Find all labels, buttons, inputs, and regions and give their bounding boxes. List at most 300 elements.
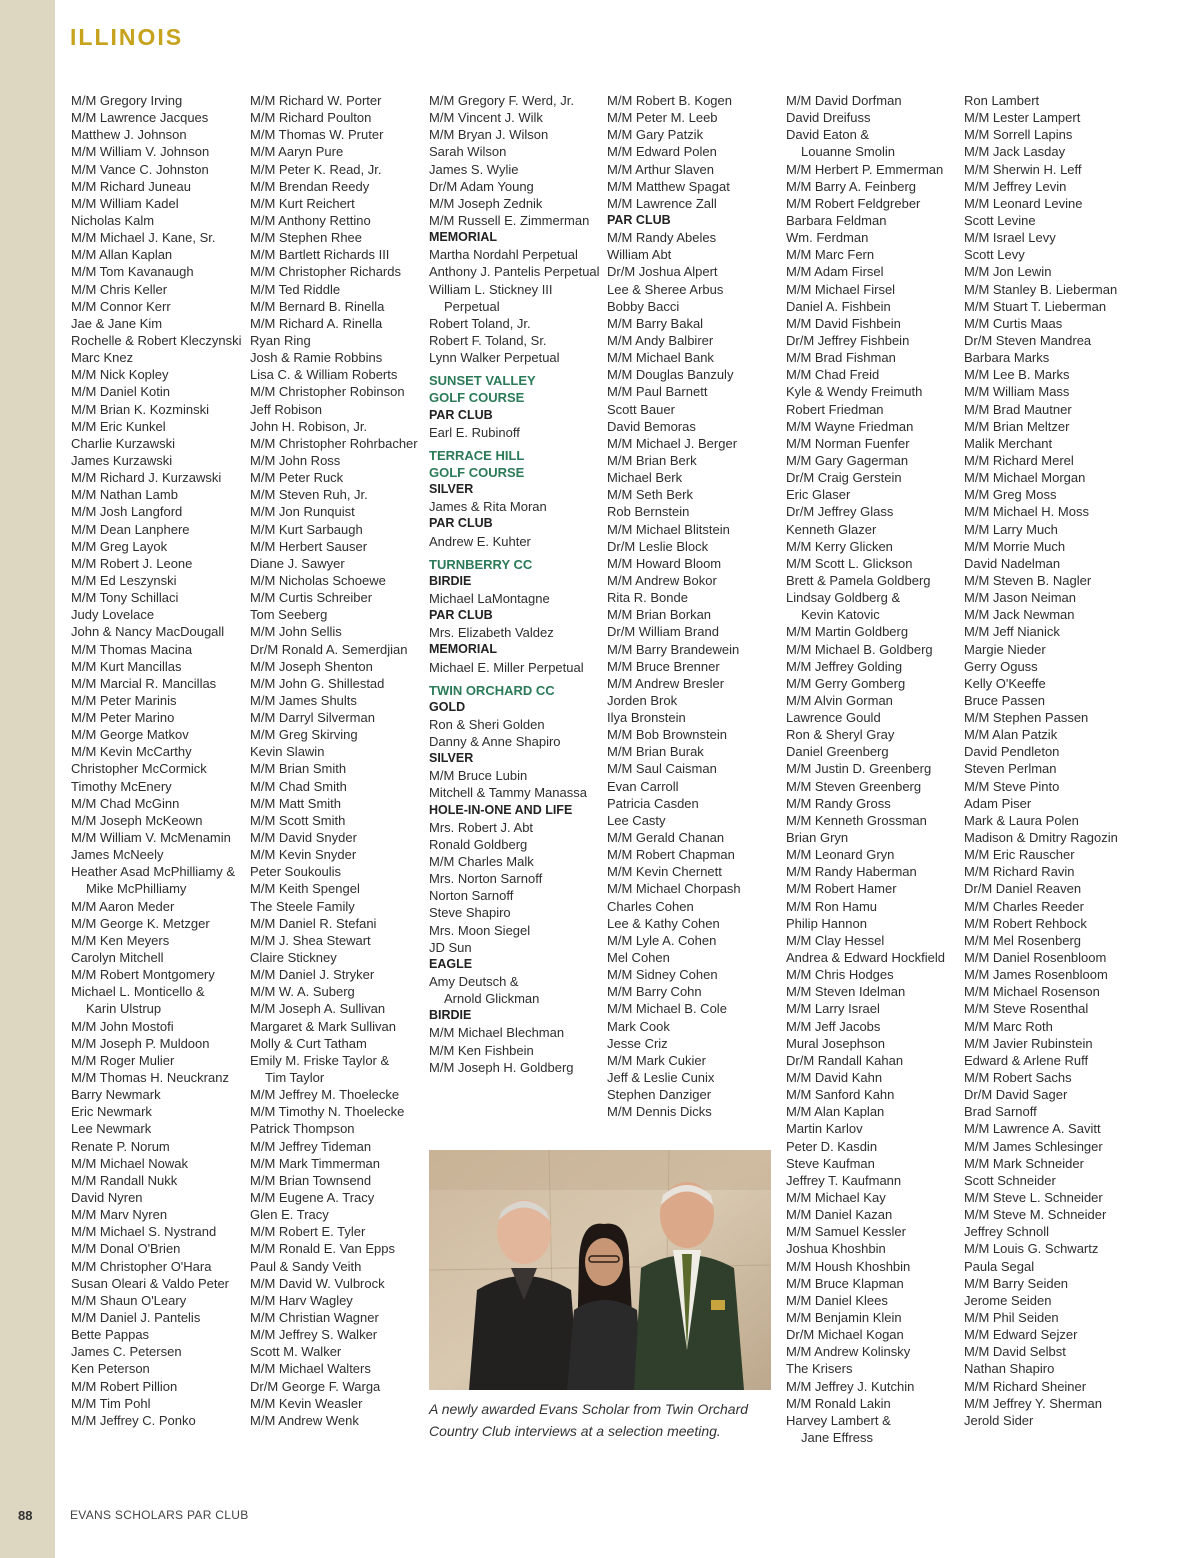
- donor-column-3: [429, 92, 605, 1076]
- donor-name: M/M Ken Fishbein: [429, 1042, 534, 1058]
- donor-name: M/M Peter Marinis: [71, 692, 177, 708]
- donor-name: M/M Nathan Lamb: [71, 487, 178, 503]
- donor-name: M/M Scott Smith: [250, 812, 346, 828]
- donor-name: M/M Randy Abeles: [607, 230, 717, 246]
- donor-name: M/M Saul Caisman: [607, 761, 717, 777]
- donor-name: M/M Greg Moss: [964, 487, 1057, 503]
- donor-name: M/M Benjamin Klein: [786, 1309, 902, 1325]
- donor-name: M/M Jack Newman: [964, 607, 1075, 623]
- donor-name: M/M Donal O'Brien: [71, 1241, 181, 1257]
- donor-name: Nathan Shapiro: [964, 1361, 1055, 1377]
- tier-heading: SILVER: [429, 751, 474, 766]
- donor-name: M/M Matt Smith: [250, 795, 342, 811]
- donor-name: M/M Robert Montgomery: [71, 967, 215, 983]
- donor-name: M/M Lawrence Zall: [607, 195, 717, 211]
- tier-heading: PAR CLUB: [429, 516, 493, 531]
- donor-name: Heather Asad McPhilliamy &: [71, 864, 236, 880]
- donor-name: Michael E. Miller Perpetual: [429, 659, 584, 675]
- donor-column-1: [71, 92, 247, 1429]
- donor-name: William L. Stickney III: [429, 281, 553, 297]
- donor-name: M/M Ron Hamu: [786, 898, 878, 914]
- donor-name: Jerold Sider: [964, 1412, 1034, 1428]
- donor-name: Robert Friedman: [786, 401, 884, 417]
- donor-name: M/M Harv Wagley: [250, 1292, 353, 1308]
- donor-name: Kevin Katovic: [801, 607, 880, 623]
- donor-name: M/M Scott L. Glickson: [786, 555, 913, 571]
- donor-name: Ron Lambert: [964, 93, 1040, 108]
- donor-name: M/M Bruce Brenner: [607, 658, 720, 674]
- donor-name: Mel Cohen: [607, 950, 670, 966]
- donor-name: M/M George Matkov: [71, 727, 189, 743]
- donor-name: Dr/M Randall Kahan: [786, 1052, 904, 1068]
- donor-name: Susan Oleari & Valdo Peter: [71, 1275, 230, 1291]
- donor-name: M/M Curtis Schreiber: [250, 590, 373, 606]
- donor-name: Lynn Walker Perpetual: [429, 350, 560, 366]
- donor-name: M/M Chris Keller: [71, 281, 168, 297]
- donor-name: Matthew J. Johnson: [71, 127, 187, 143]
- donor-name: M/M Daniel Klees: [786, 1292, 888, 1308]
- donor-name: M/M Clay Hessel: [786, 932, 885, 948]
- donor-name: M/M Kurt Sarbaugh: [250, 521, 363, 537]
- donor-name: M/M Peter M. Leeb: [607, 110, 718, 126]
- donor-name: M/M Samuel Kessler: [786, 1224, 906, 1240]
- donor-name: Michael Berk: [607, 470, 683, 486]
- donor-name: Dr/M Jeffrey Fishbein: [786, 332, 910, 348]
- tier-heading: GOLD: [429, 699, 466, 714]
- donor-name: M/M Steven Ruh, Jr.: [250, 487, 368, 503]
- donor-name: M/M Jon Lewin: [964, 264, 1052, 280]
- donor-name: Scott Levine: [964, 212, 1036, 228]
- donor-name: Mrs. Moon Siegel: [429, 922, 531, 938]
- donor-name: M/M Kevin Weasler: [250, 1395, 363, 1411]
- donor-name: M/M Robert Pillion: [71, 1378, 178, 1394]
- donor-name: M/M David Snyder: [250, 830, 357, 846]
- donor-name: Kevin Slawin: [250, 744, 325, 760]
- scholar-group-photo: [429, 1150, 771, 1390]
- donor-name: David Pendleton: [964, 744, 1060, 760]
- donor-column-4: [607, 92, 783, 1120]
- donor-name: Mrs. Norton Sarnoff: [429, 871, 543, 887]
- donor-name: Lee & Kathy Cohen: [607, 915, 720, 931]
- tier-heading: PAR CLUB: [429, 608, 493, 623]
- donor-name: M/M Michael H. Moss: [964, 504, 1089, 520]
- donor-name: M/M Brad Mautner: [964, 401, 1072, 417]
- donor-name: Philip Hannon: [786, 915, 867, 931]
- donor-name: James S. Wylie: [429, 161, 519, 177]
- donor-name: M/M Thomas Macina: [71, 641, 193, 657]
- donor-name: M/M Gary Gagerman: [786, 452, 909, 468]
- donor-name: Michael L. Monticello &: [71, 984, 205, 1000]
- donor-name: Bette Pappas: [71, 1327, 150, 1343]
- donor-name: Ronald Goldberg: [429, 836, 528, 852]
- donor-name: M/M Allan Kaplan: [71, 247, 173, 263]
- donor-name: M/M Michael Nowak: [71, 1155, 189, 1171]
- donor-name: M/M Michael J. Berger: [607, 435, 738, 451]
- donor-column-5: [786, 92, 962, 1446]
- donor-name: Josh & Ramie Robbins: [250, 350, 383, 366]
- donor-name: Scott M. Walker: [250, 1344, 342, 1360]
- donor-name: Stephen Danziger: [607, 1087, 712, 1103]
- donor-name: M/M Daniel J. Pantelis: [71, 1309, 201, 1325]
- donor-name: M/M Richard Juneau: [71, 178, 191, 194]
- donor-name: M/M Brendan Reedy: [250, 178, 370, 194]
- donor-name: M/M Douglas Banzuly: [607, 367, 734, 383]
- donor-name: M/M John Sellis: [250, 624, 342, 640]
- photo-illustration: [429, 1150, 771, 1390]
- donor-name: Nicholas Kalm: [71, 212, 155, 228]
- donor-name: M/M James Rosenbloom: [964, 967, 1108, 983]
- donor-name: Scott Levy: [964, 247, 1025, 263]
- donor-name: Dr/M Daniel Reaven: [964, 881, 1082, 897]
- donor-name: Ryan Ring: [250, 332, 311, 348]
- tier-heading: MEMORIAL: [429, 230, 498, 245]
- donor-name: M/M Stephen Rhee: [250, 230, 363, 246]
- donor-name: M/M Steve Rosenthal: [964, 1001, 1089, 1017]
- donor-name: M/M Christopher Robinson: [250, 384, 405, 400]
- photo-caption: A newly awarded Evans Scholar from Twin Orchard Country Club interviews at a selection meeting.: [429, 1401, 749, 1439]
- donor-name: M/M Steve L. Schneider: [964, 1190, 1103, 1205]
- donor-name: M/M Jeff Nianick: [964, 624, 1060, 640]
- donor-name: M/M Josh Langford: [71, 504, 183, 520]
- donor-name: Barbara Marks: [964, 350, 1050, 366]
- donor-name: Brett & Pamela Goldberg: [786, 572, 931, 588]
- donor-name: Steve Kaufman: [786, 1155, 875, 1171]
- donor-name: M/M Peter Ruck: [250, 470, 344, 486]
- donor-name: M/M Steve Pinto: [964, 778, 1060, 794]
- donor-name: M/M Housh Khoshbin: [786, 1258, 911, 1274]
- donor-name: M/M Jon Runquist: [250, 504, 355, 520]
- donor-name: M/M Ronald Lakin: [786, 1395, 891, 1411]
- donor-name: M/M Keith Spengel: [250, 881, 360, 897]
- donor-name: M/M Ronald E. Van Epps: [250, 1241, 395, 1257]
- donor-name: Dr/M Michael Kogan: [786, 1327, 904, 1343]
- donor-name: M/M Marc Fern: [786, 247, 875, 263]
- donor-name: James & Rita Moran: [429, 499, 547, 515]
- donor-name: M/M Gregory F. Werd, Jr.: [429, 93, 574, 108]
- donor-name: M/M Lawrence A. Savitt: [964, 1121, 1101, 1137]
- donor-name: M/M Jeffrey Tideman: [250, 1138, 372, 1154]
- donor-name: M/M Kerry Glicken: [786, 538, 893, 554]
- donor-name: M/M Brian Berk: [607, 452, 697, 468]
- donor-name: M/M Kenneth Grossman: [786, 812, 927, 828]
- donor-name: M/M Tom Kavanaugh: [71, 264, 194, 280]
- donor-name: M/M Bruce Lubin: [429, 768, 528, 784]
- donor-name: M/M Greg Skirving: [250, 727, 358, 743]
- donor-name: Martin Karlov: [786, 1121, 863, 1137]
- donor-name: Jorden Brok: [607, 692, 678, 708]
- donor-name: Adam Piser: [964, 795, 1032, 811]
- donor-name: M/M Andrew Kolinsky: [786, 1344, 911, 1360]
- donor-name: Dr/M Adam Young: [429, 178, 534, 194]
- donor-name: Jane Effress: [801, 1429, 874, 1445]
- page-edge-strip: [0, 0, 55, 1558]
- donor-name: Lee & Sheree Arbus: [607, 281, 724, 297]
- page-number: 88: [18, 1508, 33, 1523]
- donor-name: M/M Michael Firsel: [786, 281, 896, 297]
- club-heading: TWIN ORCHARD CC: [429, 682, 555, 698]
- donor-name: Earl E. Rubinoff: [429, 424, 520, 440]
- donor-name: David Eaton &: [786, 127, 870, 143]
- donor-name: M/M Bryan J. Wilson: [429, 127, 549, 143]
- donor-name: Mike McPhilliamy: [86, 881, 187, 897]
- donor-name: Molly & Curt Tatham: [250, 1035, 367, 1051]
- donor-name: Steven Perlman: [964, 761, 1057, 777]
- donor-name: Barry Newmark: [71, 1087, 161, 1103]
- donor-name: Amy Deutsch &: [429, 974, 519, 990]
- donor-name: James McNeely: [71, 847, 164, 863]
- donor-name: The Krisers: [786, 1361, 853, 1377]
- donor-name: M/M Robert Feldgreber: [786, 195, 921, 211]
- donor-name: M/M Peter Marino: [71, 710, 175, 726]
- donor-name: M/M Wayne Friedman: [786, 418, 914, 434]
- donor-name: Ken Peterson: [71, 1361, 150, 1377]
- donor-name: M/M Thomas W. Pruter: [250, 127, 384, 143]
- donor-name: M/M Bob Brownstein: [607, 727, 727, 743]
- donor-name: Daniel Greenberg: [786, 744, 889, 760]
- donor-name: M/M Lawrence Jacques: [71, 110, 209, 126]
- donor-name: M/M Gregory Irving: [71, 93, 183, 108]
- donor-name: Bruce Passen: [964, 692, 1045, 708]
- donor-name: Rita R. Bonde: [607, 590, 688, 606]
- donor-name: Dr/M David Sager: [964, 1087, 1068, 1103]
- donor-name: Dr/M Steven Mandrea: [964, 332, 1092, 348]
- donor-name: M/M Jeffrey C. Ponko: [71, 1412, 196, 1428]
- tier-heading: HOLE-IN-ONE AND LIFE: [429, 802, 573, 817]
- donor-name: M/M Daniel Rosenbloom: [964, 950, 1107, 966]
- club-heading: TURNBERRY CC: [429, 556, 533, 572]
- donor-name: Martha Nordahl Perpetual: [429, 247, 578, 263]
- donor-name: Anthony J. Pantelis Perpetual: [429, 264, 600, 280]
- donor-name: M/M Charles Malk: [429, 854, 534, 870]
- donor-name: M/M Sherwin H. Leff: [964, 161, 1082, 177]
- donor-name: M/M Richard Poulton: [250, 110, 372, 126]
- donor-name: Claire Stickney: [250, 950, 337, 966]
- donor-name: M/M Joseph Zednik: [429, 195, 543, 211]
- donor-name: Margie Nieder: [964, 641, 1046, 657]
- donor-name: M/M Gerry Gomberg: [786, 675, 906, 691]
- donor-name: Eric Newmark: [71, 1104, 152, 1120]
- donor-name: M/M Daniel R. Stefani: [250, 915, 377, 931]
- donor-name: Lisa C. & William Roberts: [250, 367, 398, 383]
- donor-name: Tim Taylor: [265, 1070, 325, 1086]
- donor-name: Jeffrey Schnoll: [964, 1224, 1050, 1240]
- donor-name: M/M Edward Sejzer: [964, 1327, 1078, 1343]
- donor-name: Madison & Dmitry Ragozin: [964, 830, 1118, 846]
- donor-name: M/M Israel Levy: [964, 230, 1056, 246]
- donor-name: M/M Timothy N. Thoelecke: [250, 1104, 405, 1120]
- donor-name: M/M Richard Ravin: [964, 864, 1075, 880]
- donor-name: M/M Kevin Snyder: [250, 847, 357, 863]
- club-heading: GOLF COURSE: [429, 390, 525, 406]
- donor-name: M/M Sidney Cohen: [607, 967, 718, 983]
- donor-name: John & Nancy MacDougall: [71, 624, 225, 640]
- donor-name: M/M Michael B. Goldberg: [786, 641, 933, 657]
- donor-column-2: [250, 92, 426, 1429]
- donor-name: M/M Herbert Sauser: [250, 538, 368, 554]
- donor-name: M/M Phil Seiden: [964, 1309, 1059, 1325]
- donor-name: Rob Bernstein: [607, 504, 690, 520]
- donor-name: Kyle & Wendy Freimuth: [786, 384, 923, 400]
- donor-name: Marc Knez: [71, 350, 134, 366]
- tier-heading: BIRDIE: [429, 1008, 472, 1023]
- donor-name: Barbara Feldman: [786, 212, 887, 228]
- donor-name: M/M Jeffrey Y. Sherman: [964, 1395, 1103, 1411]
- donor-name: M/M Peter K. Read, Jr.: [250, 161, 382, 177]
- donor-name: M/M Joseph P. Muldoon: [71, 1035, 210, 1051]
- donor-name: Harvey Lambert &: [786, 1412, 891, 1428]
- state-title: ILLINOIS: [70, 24, 184, 50]
- donor-name: Perpetual: [444, 298, 500, 314]
- donor-name: M/M Mark Timmerman: [250, 1155, 380, 1171]
- donor-name: Jesse Criz: [607, 1035, 668, 1051]
- donor-name: M/M Curtis Maas: [964, 315, 1063, 331]
- donor-name: M/M William V. Johnson: [71, 144, 210, 160]
- donor-name: M/M Barry Bakal: [607, 315, 704, 331]
- donor-name: David Bemoras: [607, 418, 696, 434]
- donor-name: M/M Edward Polen: [607, 144, 717, 160]
- donor-name: M/M George K. Metzger: [71, 915, 210, 931]
- donor-name: Timothy McEnery: [71, 778, 172, 794]
- donor-name: M/M Arthur Slaven: [607, 161, 714, 177]
- donor-name: Jeff Robison: [250, 401, 323, 417]
- donor-name: M/M Ken Meyers: [71, 932, 170, 948]
- donor-name: Scott Schneider: [964, 1172, 1056, 1188]
- donor-name: M/M Matthew Spagat: [607, 178, 730, 194]
- donor-name: M/M Joseph McKeown: [71, 812, 203, 828]
- donor-name: M/M Charles Reeder: [964, 898, 1084, 914]
- donor-name: Dr/M Ronald A. Semerdjian: [250, 641, 408, 657]
- donor-name: Dr/M Craig Gerstein: [786, 470, 902, 486]
- donor-name: M/M Eugene A. Tracy: [250, 1190, 375, 1205]
- donor-name: Lawrence Gould: [786, 710, 881, 726]
- donor-name: David Nadelman: [964, 555, 1061, 571]
- donor-name: Robert Toland, Jr.: [429, 315, 531, 331]
- donor-name: M/M Randy Haberman: [786, 864, 917, 880]
- donor-name: Dr/M George F. Warga: [250, 1378, 381, 1394]
- donor-name: Norton Sarnoff: [429, 888, 514, 904]
- donor-name: M/M Robert Sachs: [964, 1070, 1072, 1086]
- donor-name: M/M Roger Mulier: [71, 1052, 175, 1068]
- donor-name: M/M Chad McGinn: [71, 795, 180, 811]
- donor-name: M/M Eric Rauscher: [964, 847, 1075, 863]
- donor-name: M/M Chad Freid: [786, 367, 880, 383]
- donor-name: M/M Brian K. Kozminski: [71, 401, 209, 417]
- donor-name: M/M Bartlett Richards III: [250, 247, 390, 263]
- donor-name: M/M Robert B. Kogen: [607, 93, 732, 108]
- publication-footer: EVANS SCHOLARS PAR CLUB: [70, 1508, 249, 1522]
- donor-name: Ron & Sheri Golden: [429, 716, 545, 732]
- donor-name: Tom Seeberg: [250, 607, 328, 623]
- donor-name: Jae & Jane Kim: [71, 315, 163, 331]
- donor-name: Carolyn Mitchell: [71, 950, 164, 966]
- donor-name: Diane J. Sawyer: [250, 555, 345, 571]
- donor-name: M/M Joseph A. Sullivan: [250, 1001, 386, 1017]
- donor-name: M/M Michael J. Kane, Sr.: [71, 230, 216, 246]
- donor-name: Joshua Khoshbin: [786, 1241, 886, 1257]
- donor-name: M/M J. Shea Stewart: [250, 932, 371, 948]
- donor-name: Louanne Smolin: [801, 144, 895, 160]
- donor-name: Michael LaMontagne: [429, 590, 550, 606]
- donor-name: Peter D. Kasdin: [786, 1138, 878, 1154]
- donor-name: M/M Javier Rubinstein: [964, 1035, 1093, 1051]
- donor-name: John H. Robison, Jr.: [250, 418, 368, 434]
- donor-column-6: [964, 92, 1140, 1429]
- donor-name: M/M Alan Patzik: [964, 727, 1058, 743]
- donor-name: M/M Michael B. Cole: [607, 1001, 727, 1017]
- donor-name: M/M Randy Gross: [786, 795, 891, 811]
- donor-name: David Nyren: [71, 1190, 143, 1205]
- donor-name: M/M Steven Idelman: [786, 984, 906, 1000]
- donor-name: Margaret & Mark Sullivan: [250, 1018, 396, 1034]
- donor-name: M/M John G. Shillestad: [250, 675, 385, 691]
- donor-name: M/M Vance C. Johnston: [71, 161, 209, 177]
- donor-name: Dr/M William Brand: [607, 624, 719, 640]
- donor-name: M/M Joseph Shenton: [250, 658, 373, 674]
- donor-name: Jeffrey T. Kaufmann: [786, 1172, 902, 1188]
- donor-name: M/M Louis G. Schwartz: [964, 1241, 1099, 1257]
- donor-name: M/M Tony Schillaci: [71, 590, 179, 606]
- donor-name: Malik Merchant: [964, 435, 1053, 451]
- donor-name: M/M Barry A. Feinberg: [786, 178, 917, 194]
- donor-name: Renate P. Norum: [71, 1138, 170, 1154]
- donor-name: Karin Ulstrup: [86, 1001, 162, 1017]
- donor-name: Mark & Laura Polen: [964, 812, 1079, 828]
- donor-name: Wm. Ferdman: [786, 230, 869, 246]
- donor-name: M/M Marcial R. Mancillas: [71, 675, 217, 691]
- donor-name: M/M Dean Lanphere: [71, 521, 190, 537]
- club-heading: GOLF COURSE: [429, 464, 525, 480]
- donor-name: M/M Robert J. Leone: [71, 555, 193, 571]
- tier-heading: SILVER: [429, 482, 474, 497]
- donor-name: M/M Nick Kopley: [71, 367, 169, 383]
- donor-name: M/M Jeffrey Golding: [786, 658, 903, 674]
- donor-name: M/M Kurt Reichert: [250, 195, 355, 211]
- donor-name: M/M Jeffrey Levin: [964, 178, 1067, 194]
- donor-name: Paul & Sandy Veith: [250, 1258, 362, 1274]
- donor-name: Emily M. Friske Taylor &: [250, 1052, 390, 1068]
- donor-name: M/M Barry Seiden: [964, 1275, 1069, 1291]
- donor-name: Ilya Bronstein: [607, 710, 686, 726]
- donor-name: M/M Norman Fuenfer: [786, 435, 910, 451]
- donor-name: Arnold Glickman: [444, 991, 540, 1007]
- donor-name: Bobby Bacci: [607, 298, 680, 314]
- donor-name: Andrew E. Kuhter: [429, 533, 531, 549]
- donor-name: Rochelle & Robert Kleczynski: [71, 332, 242, 348]
- donor-name: M/M Russell E. Zimmerman: [429, 212, 590, 228]
- club-heading: SUNSET VALLEY: [429, 373, 536, 389]
- donor-name: M/M Gary Patzik: [607, 127, 704, 143]
- donor-name: M/M Kurt Mancillas: [71, 658, 182, 674]
- donor-name: M/M Steven Greenberg: [786, 778, 922, 794]
- tier-heading: PAR CLUB: [607, 212, 671, 227]
- donor-name: M/M John Mostofi: [71, 1018, 174, 1034]
- donor-name: M/M Greg Layok: [71, 538, 168, 554]
- donor-name: Jerome Seiden: [964, 1292, 1052, 1308]
- donor-name: Dr/M Jeffrey Glass: [786, 504, 894, 520]
- donor-name: Evan Carroll: [607, 778, 679, 794]
- donor-name: M/M Michael Rosenson: [964, 984, 1100, 1000]
- donor-name: M/M Andrew Wenk: [250, 1412, 359, 1428]
- donor-name: M/M Michael Blechman: [429, 1025, 565, 1041]
- donor-name: M/M Larry Much: [964, 521, 1058, 537]
- donor-name: M/M Steven B. Nagler: [964, 572, 1092, 588]
- donor-name: Danny & Anne Shapiro: [429, 734, 561, 750]
- donor-name: M/M Stanley B. Lieberman: [964, 281, 1118, 297]
- donor-name: M/M Marc Roth: [964, 1018, 1053, 1034]
- donor-name: Mitchell & Tammy Manassa: [429, 785, 587, 801]
- donor-name: M/M David Selbst: [964, 1344, 1066, 1360]
- donor-name: M/M Christopher Richards: [250, 264, 401, 280]
